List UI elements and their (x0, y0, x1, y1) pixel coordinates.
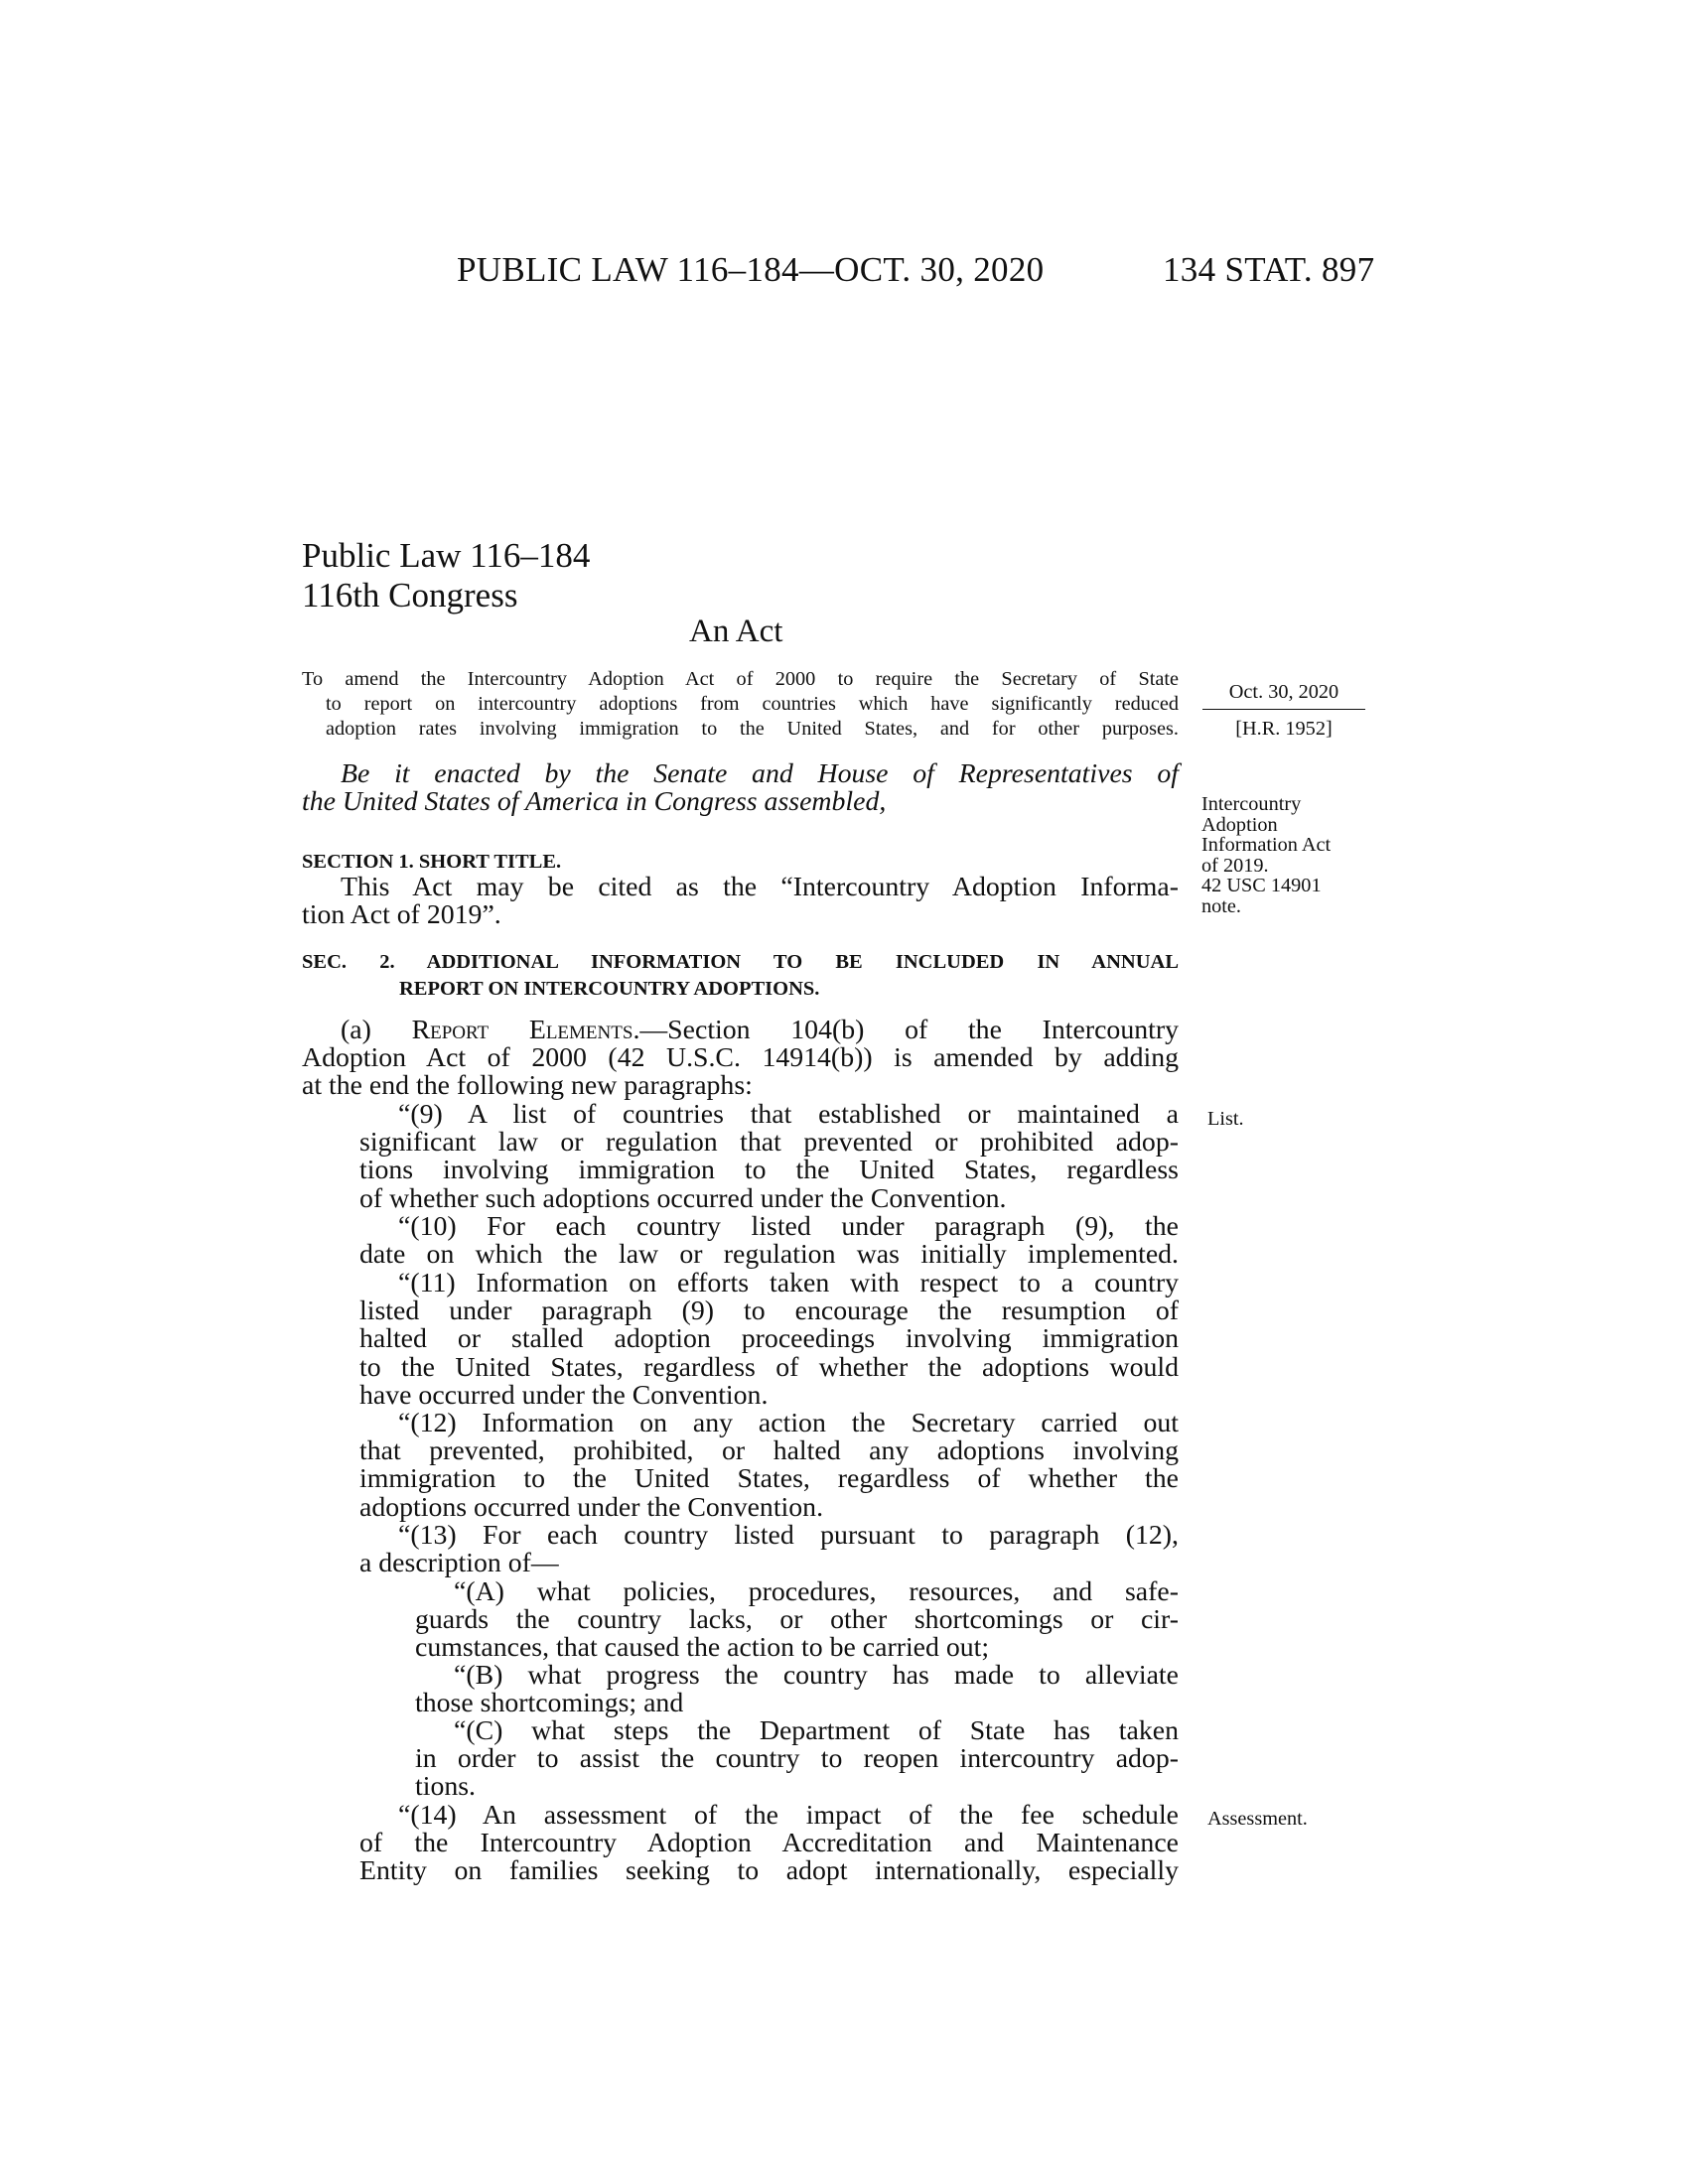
section-1-line: This Act may be cited as the “Intercountry Adoption Informa- (341, 872, 1179, 902)
paragraph-line: “(B) what progress the country has made to alleviate (454, 1660, 1179, 1691)
section-1-text (302, 874, 1179, 929)
paragraph-line: adoptions occurred under the Convention. (359, 1491, 824, 1523)
paragraph-line: have occurred under the Convention. (359, 1379, 769, 1411)
paragraph-line: guards the country lacks, or other shortcomings or cir- (415, 1604, 1179, 1636)
section-2-heading-line: SEC. 2. ADDITIONAL INFORMATION TO BE INCLUDED IN ANNUAL (302, 951, 1179, 973)
paragraph-12 (359, 1410, 1179, 1522)
margin-note-line: Intercountry (1201, 793, 1302, 815)
subsection-a-line: Adoption Act of 2000 (42 U.S.C. 14914(b)) is amended by adding (302, 1042, 1179, 1074)
paragraph-line: in order to assist the country to reopen intercountry adop- (415, 1743, 1179, 1775)
enacting-line: Be it enacted by the Senate and House of Representatives of (341, 758, 1179, 789)
paragraph-line: “(9) A list of countries that established or maintained a (398, 1099, 1179, 1130)
list-margin-note: List. (1207, 1108, 1244, 1130)
section-2-heading (302, 949, 1179, 1003)
short-title-margin-note (1201, 794, 1331, 916)
congress-number: 116th Congress (302, 576, 518, 614)
enacting-clause (302, 760, 1179, 816)
paragraph-line: tions. (415, 1771, 477, 1803)
enacting-line: the United States of America in Congress assembled, (302, 786, 887, 818)
subsection-caption: Report Elements (411, 1015, 633, 1045)
paragraph-line: of whether such adoptions occurred under the Convention. (359, 1182, 1007, 1214)
purpose-line: To amend the Intercountry Adoption Act of 2000 to require the Secretary of State (302, 668, 1179, 690)
paragraph-line: that prevented, prohibited, or halted any adoptions involving (359, 1435, 1179, 1467)
purpose-line: to report on intercountry adoptions from countries which have significantly reduced (326, 693, 1179, 715)
paragraph-line: halted or stalled adoption proceedings involving immigration (359, 1323, 1179, 1355)
section-1-heading: SECTION 1. SHORT TITLE. (302, 851, 562, 873)
paragraph-14 (359, 1802, 1179, 1886)
paragraph-13 (359, 1522, 1179, 1577)
subsection-text: .—Section 104(b) of the Intercountry (633, 1015, 1179, 1045)
subparagraph-13-A (415, 1578, 1179, 1663)
paragraph-line: “(10) For each country listed under paragraph (9), the (398, 1211, 1179, 1242)
paragraph-line: significant law or regulation that prevented or prohibited adop- (359, 1127, 1179, 1159)
paragraph-line: “(C) what steps the Department of State has taken (454, 1715, 1179, 1746)
enactment-date-box (1202, 679, 1365, 742)
subsection-a-line (302, 1017, 1179, 1044)
assessment-margin-note: Assessment. (1207, 1808, 1308, 1830)
paragraph-line: to the United States, regardless of whether the adoptions would (359, 1351, 1179, 1383)
paragraph-line: date on which the law or regulation was initially implemented. (359, 1239, 1179, 1271)
paragraph-line: those shortcomings; and (415, 1688, 684, 1719)
stat-page-number: 134 STAT. 897 (1163, 250, 1375, 289)
purpose-line: adoption rates involving immigration to the United States, and for other purposes. (326, 718, 1179, 740)
paragraph-line: “(14) An assessment of the impact of the fee schedule (398, 1800, 1179, 1831)
paragraph-line: a description of— (359, 1548, 559, 1579)
running-title: PUBLIC LAW 116–184—OCT. 30, 2020 (457, 250, 1045, 289)
purpose-statement (302, 667, 1179, 742)
law-title-block (302, 536, 590, 615)
margin-note-line: Information Act (1201, 834, 1332, 856)
subsection-a (302, 1017, 1179, 1101)
bill-number: [H.R. 1952] (1235, 718, 1333, 740)
paragraph-line: tions involving immigration to the United States, regardless (359, 1155, 1179, 1186)
subsection-a-line: at the end the following new paragraphs: (302, 1070, 753, 1102)
paragraph-line: Entity on families seeking to adopt internationally, especially (359, 1855, 1179, 1887)
paragraph-line: immigration to the United States, regardless of whether the (359, 1463, 1179, 1495)
paragraph-line: of the Intercountry Adoption Accreditation and Maintenance (359, 1828, 1179, 1859)
paragraph-line: “(A) what policies, procedures, resources, and safe- (454, 1576, 1179, 1607)
section-2-heading-line: REPORT ON INTERCOUNTRY ADOPTIONS. (399, 978, 820, 1000)
margin-note-line: note. (1201, 894, 1241, 917)
subparagraph-13-B (415, 1662, 1179, 1717)
subsection-label: (a) (341, 1015, 412, 1045)
paragraph-line: “(12) Information on any action the Secretary carried out (398, 1408, 1179, 1438)
paragraph-11 (359, 1270, 1179, 1410)
section-1-line: tion Act of 2019”. (302, 899, 501, 931)
paragraph-line: listed under paragraph (9) to encourage the resumption of (359, 1296, 1179, 1327)
margin-note-line: Adoption (1201, 813, 1278, 836)
act-heading: An Act (689, 614, 783, 649)
paragraph-line: “(11) Information on efforts taken with respect to a country (398, 1268, 1179, 1298)
margin-note-line: of 2019. (1201, 854, 1269, 877)
paragraph-9 (359, 1101, 1179, 1213)
enactment-date: Oct. 30, 2020 (1202, 679, 1365, 710)
subparagraph-13-C (415, 1717, 1179, 1802)
paragraph-10 (359, 1213, 1179, 1269)
margin-note-line: 42 USC 14901 (1201, 875, 1322, 896)
law-number: Public Law 116–184 (302, 536, 591, 575)
paragraph-line: cumstances, that caused the action to be carried out; (415, 1632, 990, 1664)
paragraph-line: “(13) For each country listed pursuant to paragraph (12), (398, 1520, 1179, 1551)
